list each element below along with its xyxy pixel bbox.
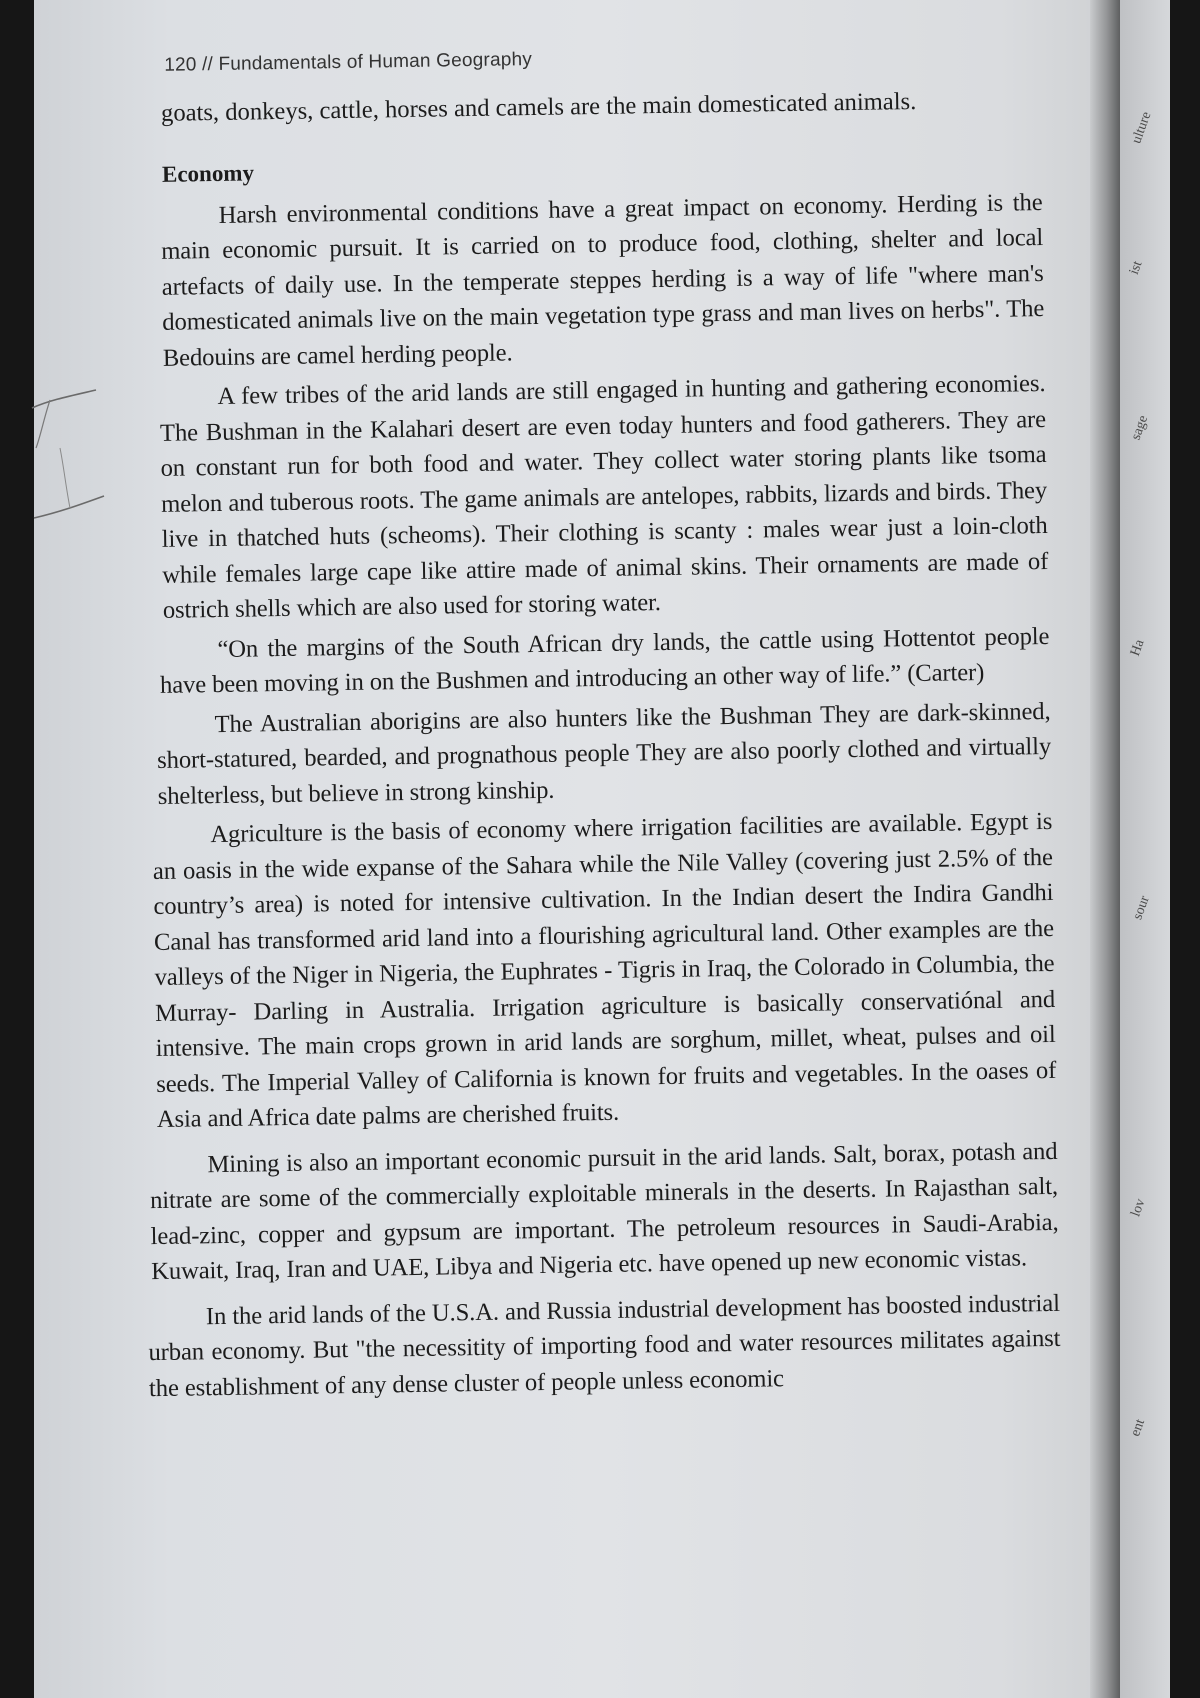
page-content [150,34,1061,1406]
paragraph-quote-carter: “On the margins of the South African dry lands, the cattle using Hottentot people have been moving in on the Bushmen and introducing an other way of life.” (Carter) [159,622,1050,699]
paragraph-hunting-gathering: A few tribes of the arid lands are still engaged in hunting and gathering economies. The Bushman in the Kalahari desert are even today hunters and food gatherers. They are on constant run for both food and water. They collect water storing plants like tsoma melon and tuberous roots. The game animals are antelopes, rabbits, lizards and birds. They live in thatched huts (scheoms). Their clothing is scanty : males wear just a loin-cloth while females large cape like attire made of animal skins. Their ornaments are made of ostrich shells which are also used for storing water. [159,369,1049,624]
paragraph-agriculture: Agriculture is the basis of economy where irrigation facilities are available. Egypt is an oasis in the wide expanse of the Sahara while the Nile Valley (covering just 2.5% of the country’s area) is noted for intensive cultivation. In the Indian desert the Indira Gandhi Canal has transformed arid land into a flourishing agricultural land. Other examples are the valleys of the Niger in Nigeria, the Euphrates - Tigris in Iraq, the Colorado in Columbia, the Murray- Darling in Australia. Irrigation agriculture is basically conservatiónal and intensive. The main crops grown in arid lands are sorghum, millet, wheat, pulses and oil seeds. The Imperial Valley of California is known for fruits and vegetables. In the oases of Asia and Africa date palms are cherished fruits. [152,807,1057,1134]
binding-shadow [1090,0,1120,1698]
pencil-mark [30,388,110,558]
continued-line: goats, donkeys, cattle, horses and camels are the main domesticated animals. [160,87,917,127]
running-head: 120 // Fundamentals of Human Geography [164,49,533,76]
paragraph-australian-aborigins: The Australian aborigins are also hunters like the Bushman They are dark-skinned, short-statured, bearded, and prognathous people They are also poorly clothed and virtually shelterless, but believe in strong kinship. [156,697,1052,810]
adjacent-page-edge: ulture ist sage Ha sour lov ent [1120,0,1170,1698]
section-heading: Economy [161,160,255,187]
paragraph-herding: Harsh environmental conditions have a great impact on economy. Herding is the main economic pursuit. It is carried on to produce food, clothing, shelter and local artefacts of daily use. In the temperate steppes herding is a way of life "where man's domesticated animals live on the main vegetation type grass and man lives on herbs". The Bedouins are camel herding people. [160,188,1045,372]
paragraph-mining: Mining is also an important economic pursuit in the arid lands. Salt, borax, potash and nitrate are some of the commercially exploitable minerals in the deserts. In Rajasthan salt, lead-zinc, copper and gypsum are important. The petroleum resources in Saudi-Arabia, Kuwait, Iraq, Iran and UAE, Libya and Nigeria etc. have opened up new economic vistas. [149,1137,1059,1286]
paragraph-industrial: In the arid lands of the U.S.A. and Russia industrial development has boosted industrial urban economy. But "the necessitity of importing food and water resources militates against the establishment of any dense cluster of people unless economic [148,1289,1061,1402]
